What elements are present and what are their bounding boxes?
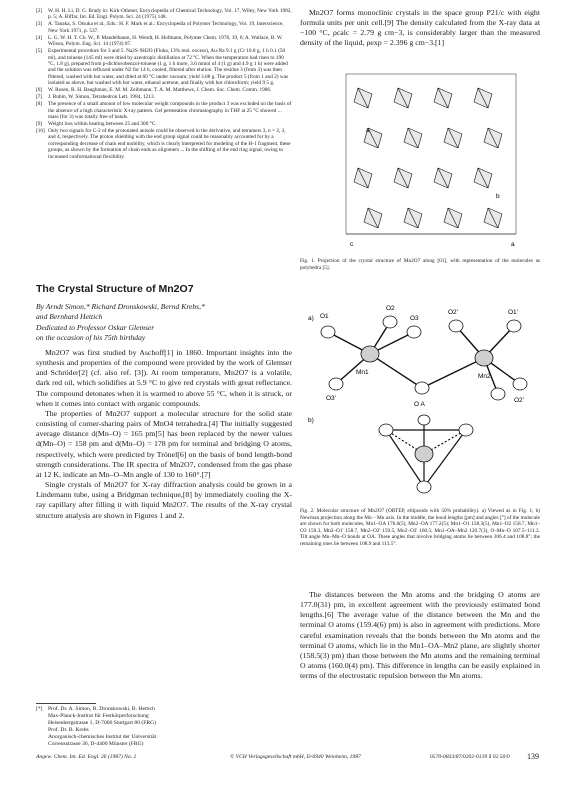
atom-label: O2 [386, 305, 395, 312]
dedication-line: Dedicated to Professor Oskar Glemser [36, 322, 155, 332]
reference-item: [8] The presence of a small amount of low molecular weight compounds in the product 3 was excluded on the basis of the absence of a high characteristic X-ray pattern. Gel permeation chromatography in THF at 25 °C showed ... mass (for 3) was totally free of bands. [36, 101, 292, 121]
footnote-line: Anorganisch-chemisches Institut der Universität [48, 734, 157, 740]
figure-1-label: a [366, 127, 370, 134]
figure-1-caption: Fig. 1. Projection of the crystal structure of Mn2O7 along [01], with representation of the molecules as polyhedra [5]. [300, 258, 540, 271]
reference-item: [6] W. Rosen, R. H. Baughman, E. M. M. Zeibmann, T. A. M. Matthews, J. Chem. Soc. Chem. Comm. 1986. [36, 87, 272, 94]
page-number: 139 [527, 752, 539, 761]
footnote-line: Corrensstrasse 36, D-4400 Münster (FRG) [48, 741, 144, 747]
footer-code: 0570-0833/87/0202-0139 $ 02.50/0 [430, 754, 510, 760]
article-body-right-top [300, 8, 540, 49]
reference-item: [7] J. Rubin, W. Simon, Tetrahedron Lett. 1984, 1213. [36, 94, 155, 101]
body-paragraph: The distances between the Mn atoms and the bridging O atoms are 177.0(31) pm, in excellent agreement with the previously estimated bond lengths.[6] The average value of the distance between the Mn and the terminal O atoms (159.4(6) pm) is also in agreement with predictions. More careful examination reveals that the bonds between the Mn atoms and the terminal O atoms, which lie in the Mn1–OA–Mn2 plane, are slightly shorter (158.5(3) pm) than those between the Mn atoms and the remaining terminal O atoms (160.0(4) pm). This difference in lengths can be easily explained in terms of the electrostatic repulsion between the Mn atoms. [300, 590, 540, 681]
footnote-line: Prof. Dr. B. Krebs [48, 727, 89, 733]
figure-1-label: c [350, 241, 354, 248]
body-paragraph: Single crystals of Mn2O7 for X-ray diffraction analysis could be grown in a Lindemann tube, using a Bridgman technique,[8] by immediately cooling the X-ray capillary after filling it with liquid Mn2O7. The results of the X-ray crystal structure analysis are shown in Figures 1 and 2. [36, 480, 292, 520]
reference-item: [3] A. Tanaka, S. Otsuka et al., Eds.: H. F. Mark et al.: Encyclopedia of Polymer Technology, Vol. 19, Interscience, New York 1971, p. 537. [36, 21, 284, 34]
atom-label: O2' [514, 397, 524, 404]
authors-line: and Bernhard Hettich [36, 312, 103, 322]
references-block [36, 8, 292, 161]
body-paragraph: Mn2O7 was first studied by Aschoff[1] in 1860. Important insights into the synthesis and properties of the compound were provided by the work of Glemser and Schröder[2] (cf. also ref. [3]). At room temperature, Mn2O7 is a volatile, dark red oil, which solidifies at 5.9 °C to give red crystals with great reflectance. The compound detonates when it is warmed to above 55 °C, when it is struck, or when it comes into contact with organic compounds. [36, 348, 292, 408]
reference-item: [9] Weight loss within heating between 25 and 300 °C. [36, 121, 157, 128]
byline [36, 302, 292, 344]
footer-journal: Angew. Chem. Int. Ed. Engl. 26 (1987) No. 2 [36, 754, 137, 760]
figure-2-caption: Fig. 2. Molecular structure of Mn2O7 (ORTEP, ellipsoids with 50% probability). a) Viewed as in Fig. 1; b) Newman projection along the Mn···Mn axis. In the middle, the bond lengths [pm] and angles [°] of the molecule are shown for both molecules, Mn1–OA 176.6(5), Mn2–OA 177.2(5); Mn1–O1 158.3(5), Mn1–O2 158.7, Mn1–O3 159.3, Mn2–O1' 158.7, Mn2–O2' 159.5, Mn2–O3' 160.5; Mn1–OA–Mn2 120.7(3), O–Mn–O 107.5–111.2. Tilt angle Mn–Mn–O bonds at OA. These angles that involve bridging atoms lie between 106.4 and 108.8°; the remaining ones lie between 108.9 and 113.5°. [300, 508, 540, 547]
reference-item: [2] W. H. H. Li, D. G. Brady in: Kirk-Othmer, Encyclopedia of Chemical Technology, Vol. 17, Wiley, New York 1982, p. 5; A. Biffar, Int. Ed. Engl. Polym. Sci. 24 (1975) 148. [36, 8, 292, 21]
reference-item: [10] Only two signals for C-2 of the protonated anisole could be observed in the derivative, and tetramers 3, n = 2, 3, and 4, respectively. The proton shielding with the end group signal could be reasonably accounted for by a corresponding decrease of chain end mobility, which is clearly interpreted for modeling of the H-1 fragment, these groups, as shown by the formation of chain ends as oligomers ... In the shifting of the end ring signal, owing to increased conformational flexibility. [36, 128, 291, 160]
article-body-right [300, 590, 540, 681]
figure-2-molecule [306, 282, 540, 497]
figure-2-part-label: b) [308, 417, 314, 424]
atom-label: Mn1 [356, 369, 369, 376]
author-footnote [36, 706, 292, 748]
body-paragraph: Mn2O7 forms monoclinic crystals in the space group P21/c with eight formula units per unit cell.[9] The density calculated from the X-ray data at −100 °C, ρcalc = 2.79 g cm−3, is considerably larger than the measured density of the liquid, ρexp = 2.396 g cm−3.[1] [300, 8, 540, 48]
atom-label: O1 [320, 313, 329, 320]
newman-atoms [379, 415, 473, 493]
footer-publisher: © VCH Verlagsgesellschaft mbH, D-6940 Weinheim, 1987 [230, 754, 361, 760]
footnote-line: Max-Planck-Institut für Festkörperforschung [48, 713, 149, 719]
dedication-line: on the occasion of his 75th birthday [36, 333, 146, 343]
figure-1-label: a [511, 241, 515, 248]
reference-item: [5] Experimental procedure for 3 and 5. Na2S·9H2O (Fluka, 13% mol. excess), Au-Na 9.1 g (Cr 10.8 g, 1 h 0.1 (50 ml), and toluene (145 ml) were dried by azeotropic distillation at 72 °C. When the temperature had risen to 190 °C, 1.8 g), prepared from p-dichlorobenzol-toluene (1 g, 1 h more, 3.6 mmol of 4 (1 g) and 4.9 g 1 h) were added and the solution was refluxed under N2 for 14 h, cooled, filtered after elution. The residue 3 (from 3) was then filtered, washed with hot water, and dried at 60 °C under vacuum; yield 3.68 g. The product 5 (from 1 and 2) was isolated as above, but washed with hot water, ethanol acetone, and finally with hot chloroform; yield 9.5 g. [36, 48, 289, 87]
footnote-mark: [*] [36, 706, 43, 712]
atom-label: Mn2 [478, 373, 491, 380]
atom-label: O1' [508, 309, 518, 316]
atom-label: O3' [326, 395, 336, 402]
figure-1-label: b [496, 193, 500, 200]
article-title: The Crystal Structure of Mn2O7 [36, 283, 194, 295]
atom-label: O A [414, 401, 425, 408]
reference-list [36, 8, 292, 160]
atom-label: O3 [410, 315, 419, 322]
body-paragraph: The properties of Mn2O7 support a molecular structure for the solid state consisting of corner-sharing pairs of MnO4 tetrahedra.[4] The initially suggested average distance d(Mn–O) = 165 pm[5] has been replaced by the newer values d(Mn–O) = 158 pm and d(Mn–O) = 178 pm for terminal and bridging O atoms, respectively, which were predicted by Trönel[6] on the basis of bond length-bond strength considerations. The IR spectra of Mn2O7, condensed from the gas phase at 12 K, indicate an Mn–O–Mn angle of 130 to 160°.[7] [36, 408, 292, 479]
footnote-divider [36, 703, 96, 704]
reference-item: [4] L. G. W. H. T. Ch. W., P. Mandelbaum, H. Wendt, H. Hofmann, Polymer Chem. 1976, 19, 6; A. Wallace, B. W. Wilson, Polym. Eng. Sci. 14 (1974) 87. [36, 34, 283, 48]
atom-label: O2' [448, 309, 458, 316]
figure-2-part-label: a) [308, 315, 314, 322]
authors-line: By Arndt Simon,* Richard Dronskowski, Bernd Krebs,* [36, 302, 205, 311]
footnote-line: Prof. Dr. A. Simon, R. Dronskowski, B. Hettich [48, 706, 155, 712]
article-body-left [36, 348, 292, 521]
figure-1-crystal-packing [306, 70, 540, 252]
footnote-line: Heisenbergstrasse 1, D-7000 Stuttgart 80 (FRG) [48, 720, 157, 726]
